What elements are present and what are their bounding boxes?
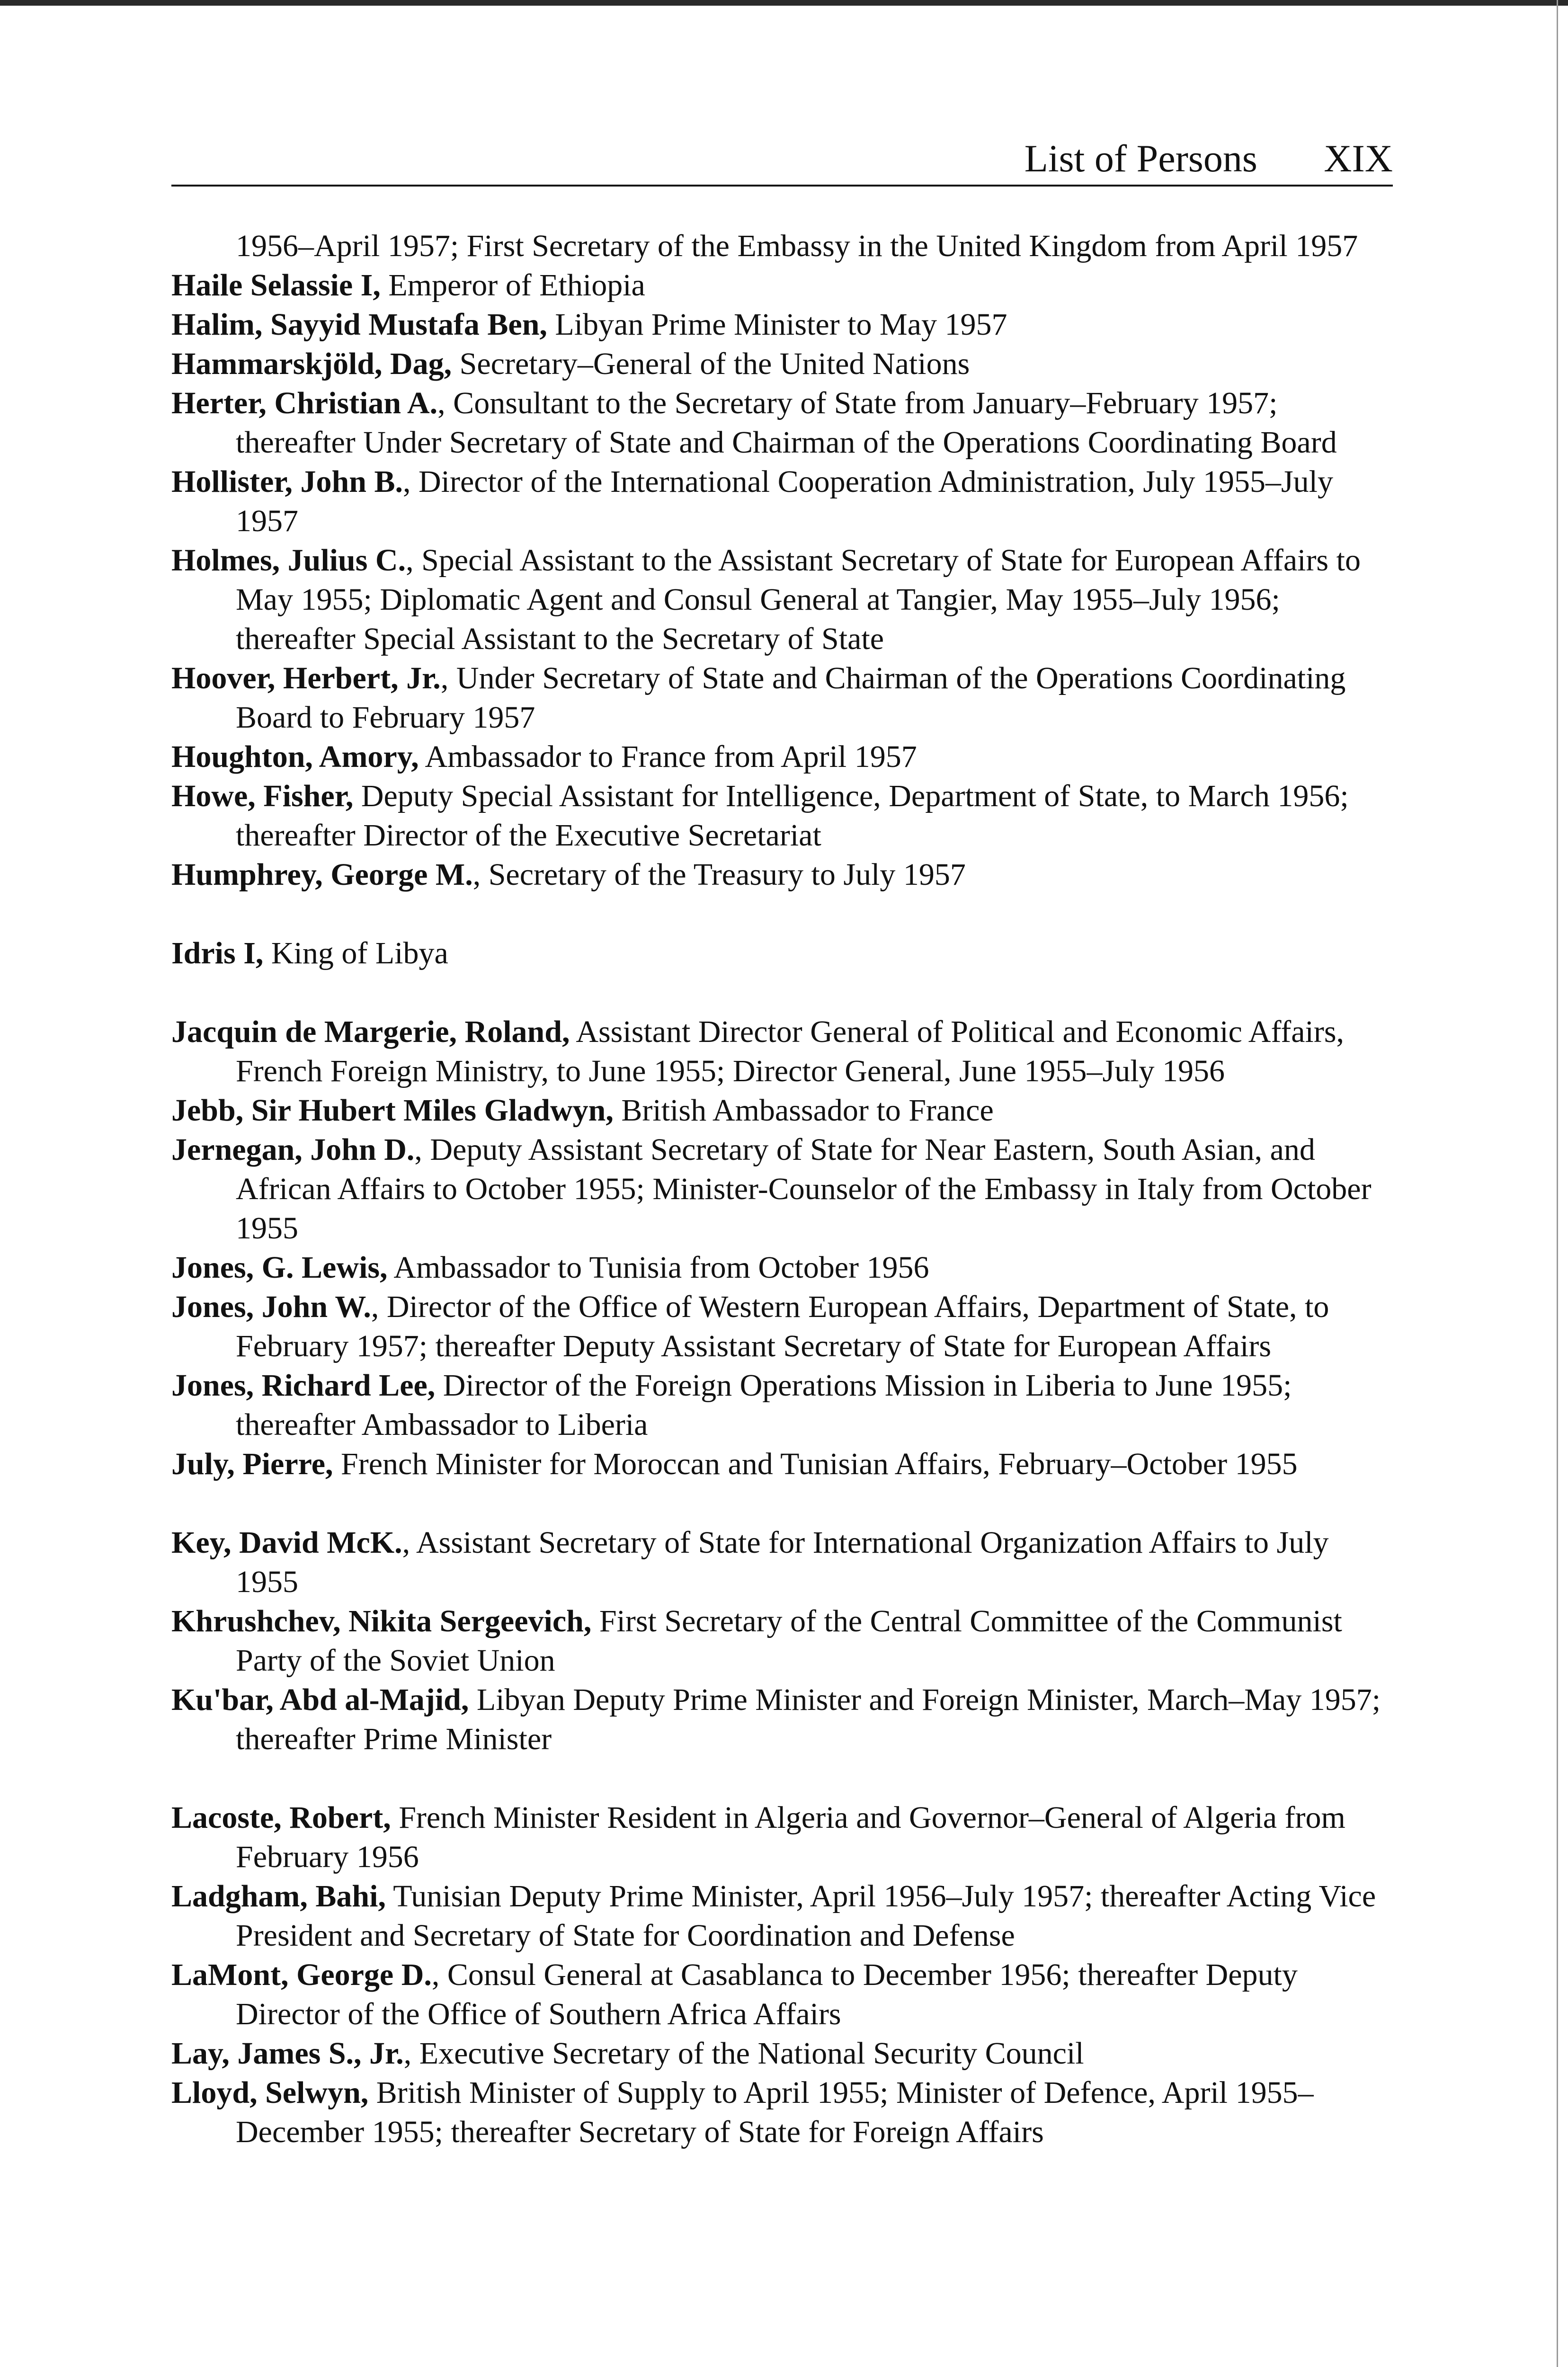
list-entry bbox=[171, 1091, 1393, 1130]
entry-text: First Secretary of the Central Committee of the Communist Party of the Soviet Union bbox=[236, 1604, 1342, 1678]
header-title: List of Persons bbox=[1024, 137, 1257, 180]
entry-text: , Consultant to the Secretary of State from January–February 1957; thereafter Under Secretary of State and Chairman of the Operations Coordinating Board bbox=[236, 386, 1337, 460]
list-entry bbox=[171, 1523, 1393, 1602]
entry-text: British Minister of Supply to April 1955; Minister of Defence, April 1955–December 1955; thereafter Secretary of State for Foreign Affairs bbox=[236, 2075, 1314, 2149]
list-entry bbox=[171, 1248, 1393, 1287]
entry-name: Jones, G. Lewis, bbox=[171, 1250, 388, 1285]
list-entry bbox=[171, 1877, 1393, 1955]
entry-text: , Consul General at Casablanca to December 1956; thereafter Deputy Director of the Office of Southern Africa Affairs bbox=[236, 1958, 1298, 2031]
entry-text: , Executive Secretary of the National Security Council bbox=[403, 2036, 1084, 2071]
list-entry bbox=[171, 1444, 1393, 1484]
entry-text: Ambassador to Tunisia from October 1956 bbox=[387, 1250, 929, 1285]
entry-name: Jacquin de Margerie, Roland, bbox=[171, 1014, 570, 1049]
list-entry bbox=[171, 2073, 1393, 2152]
entry-name: Khrushchev, Nikita Sergeevich, bbox=[171, 1604, 592, 1638]
list-entry bbox=[171, 1955, 1393, 2034]
entry-name: Jebb, Sir Hubert Miles Gladwyn, bbox=[171, 1093, 614, 1128]
list-entry bbox=[171, 266, 1393, 305]
entry-name: Lacoste, Robert, bbox=[171, 1800, 391, 1835]
entry-name: Jernegan, John D. bbox=[171, 1132, 415, 1167]
list-entry bbox=[171, 1680, 1393, 1759]
entry-text: , Under Secretary of State and Chairman of the Operations Coordinating Board to February 1957 bbox=[236, 661, 1346, 735]
list-entry bbox=[171, 462, 1393, 541]
entry-name: Hoover, Herbert, Jr. bbox=[171, 661, 441, 695]
entry-text: Libyan Prime Minister to May 1957 bbox=[547, 307, 1007, 342]
list-entry bbox=[171, 305, 1393, 344]
entry-text: Deputy Special Assistant for Intelligence, Department of State, to March 1956; thereafter Director of the Executive Secretariat bbox=[236, 779, 1349, 853]
entry-text: King of Libya bbox=[263, 936, 448, 970]
entry-name: Key, David McK. bbox=[171, 1525, 402, 1560]
scan-right-edge bbox=[1557, 0, 1558, 2367]
entry-name: Ku'bar, Abd al-Majid, bbox=[171, 1682, 469, 1717]
entry-name: Holmes, Julius C. bbox=[171, 543, 406, 578]
list-entry bbox=[171, 344, 1393, 383]
entry-text: 1956–April 1957; First Secretary of the Embassy in the United Kingdom from April 1957 bbox=[236, 229, 1358, 263]
entry-name: Humphrey, George M. bbox=[171, 857, 473, 892]
list-entry bbox=[171, 658, 1393, 737]
entry-name: Idris I, bbox=[171, 936, 264, 970]
list-entry bbox=[171, 1602, 1393, 1680]
list-entry bbox=[171, 776, 1393, 855]
list-entry bbox=[171, 934, 1393, 973]
entry-name: Jones, Richard Lee, bbox=[171, 1368, 436, 1403]
scan-top-border bbox=[0, 0, 1568, 6]
list-entry bbox=[171, 737, 1393, 776]
entry-name: Lloyd, Selwyn, bbox=[171, 2075, 369, 2110]
list-entry bbox=[171, 383, 1393, 462]
entry-text: Libyan Deputy Prime Minister and Foreign Minister, March–May 1957; thereafter Prime Minister bbox=[236, 1682, 1381, 1756]
entry-text: Secretary–General of the United Nations bbox=[452, 347, 970, 381]
list-entry bbox=[171, 855, 1393, 894]
entry-text: Emperor of Ethiopia bbox=[380, 268, 645, 303]
entry-name: Jones, John W. bbox=[171, 1290, 371, 1324]
entry-text: British Ambassador to France bbox=[613, 1093, 994, 1128]
entry-text: , Assistant Secretary of State for International Organization Affairs to July 1955 bbox=[236, 1525, 1329, 1599]
entry-name: Hammarskjöld, Dag, bbox=[171, 347, 452, 381]
entry-text: French Minister Resident in Algeria and Governor–General of Algeria from February 1956 bbox=[236, 1800, 1345, 1874]
entry-name: LaMont, George D. bbox=[171, 1958, 432, 1992]
entry-name: July, Pierre, bbox=[171, 1447, 333, 1481]
list-entry-continuation bbox=[171, 226, 1393, 266]
list-entry bbox=[171, 1012, 1393, 1091]
entry-text: , Director of the International Cooperation Administration, July 1955–July 1957 bbox=[236, 464, 1333, 538]
entry-text: , Deputy Assistant Secretary of State for Near Eastern, South Asian, and African Affairs to October 1955; Minister-Counselor of the Embassy in Italy from October 1955 bbox=[236, 1132, 1372, 1246]
entry-text: , Special Assistant to the Assistant Secretary of State for European Affairs to May 1955; Diplomatic Agent and Consul General at Tangier, May 1955–July 1956; thereafter Special Assistant to the Secretary of State bbox=[236, 543, 1361, 656]
page-number: XIX bbox=[1324, 137, 1393, 180]
entry-text: Director of the Foreign Operations Mission in Liberia to June 1955; thereafter Ambassador to Liberia bbox=[236, 1368, 1292, 1442]
entry-name: Houghton, Amory, bbox=[171, 739, 419, 774]
entry-text: Assistant Director General of Political and Economic Affairs, French Foreign Ministry, to June 1955; Director General, June 1955–July 1956 bbox=[236, 1014, 1344, 1088]
list-entry bbox=[171, 541, 1393, 658]
list-entry bbox=[171, 2034, 1393, 2073]
entry-text: , Director of the Office of Western European Affairs, Department of State, to February 1957; thereafter Deputy Assistant Secretary of State for European Affairs bbox=[236, 1290, 1329, 1363]
list-entry bbox=[171, 1130, 1393, 1248]
entry-name: Ladgham, Bahi, bbox=[171, 1879, 386, 1913]
list-entry bbox=[171, 1287, 1393, 1366]
header-right bbox=[1025, 136, 1393, 181]
entry-text: French Minister for Moroccan and Tunisian Affairs, February–October 1955 bbox=[333, 1447, 1298, 1481]
entry-text: Tunisian Deputy Prime Minister, April 1956–July 1957; thereafter Acting Vice President and Secretary of State for Coordination and Defense bbox=[236, 1879, 1376, 1953]
entry-text: Ambassador to France from April 1957 bbox=[419, 739, 917, 774]
entry-name: Haile Selassie I, bbox=[171, 268, 381, 303]
entry-name: Hollister, John B. bbox=[171, 464, 403, 499]
list-entry bbox=[171, 1798, 1393, 1877]
entry-name: Herter, Christian A. bbox=[171, 386, 438, 420]
entry-name: Halim, Sayyid Mustafa Ben, bbox=[171, 307, 547, 342]
list-entry bbox=[171, 1366, 1393, 1444]
entry-text: , Secretary of the Treasury to July 1957 bbox=[472, 857, 966, 892]
entry-name: Howe, Fisher, bbox=[171, 779, 354, 813]
running-header bbox=[171, 137, 1393, 187]
entry-name: Lay, James S., Jr. bbox=[171, 2036, 404, 2071]
persons-list bbox=[171, 226, 1393, 2152]
